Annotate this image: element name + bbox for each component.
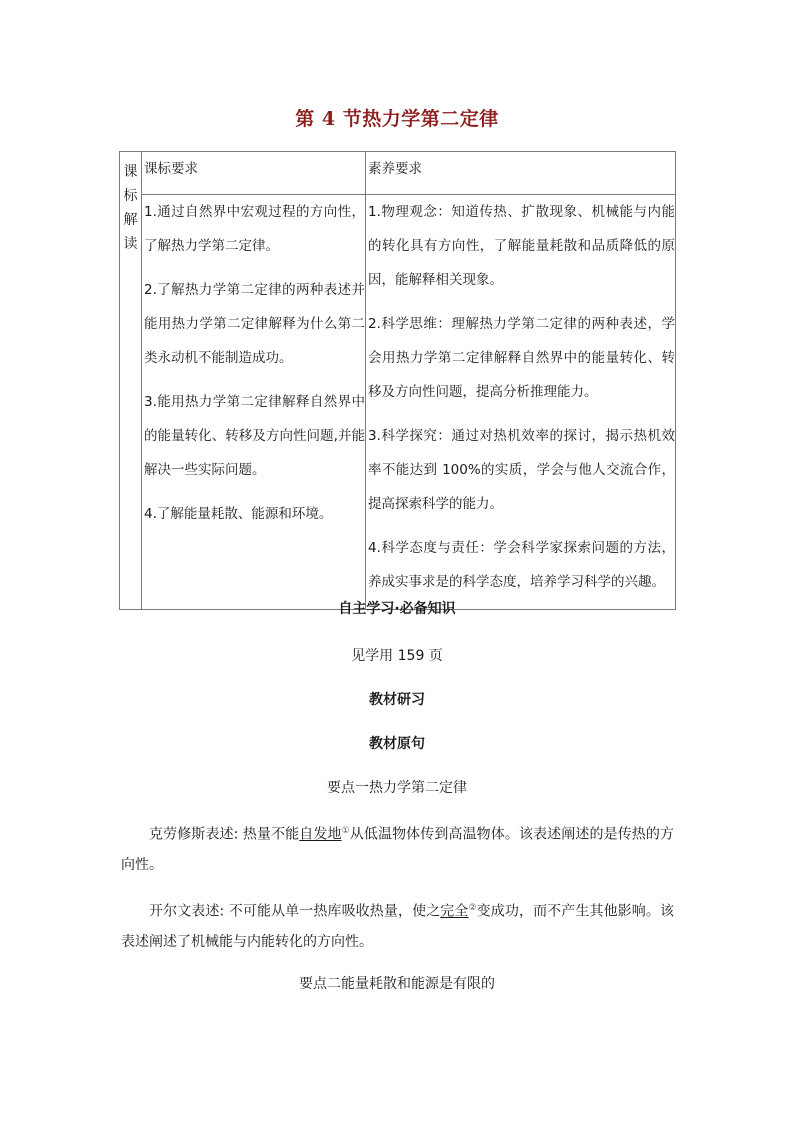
- list-item: 2.科学思维：理解热力学第二定律的两种表述，学会用热力学第二定律解释自然界中的能量转化、转移及方向性问题，提高分析推理能力。: [368, 316, 675, 400]
- literacy-requirements-cell: [366, 195, 676, 610]
- sub-heading-study: 教材研习: [369, 692, 425, 708]
- paragraph-clausius: 克劳修斯表述: 热量不能自发地①从低温物体传到高温物体。该表述阐述的是传热的方向性。: [121, 826, 674, 873]
- requirements-table: [119, 151, 676, 610]
- course-requirements-cell: [142, 195, 366, 610]
- point-heading-1: 要点一热力学第二定律: [327, 780, 467, 796]
- footnote-mark: ①: [341, 826, 350, 836]
- point-heading-2: 要点二能量耗散和能源是有限的: [299, 976, 495, 992]
- list-item: 4.科学态度与责任：学会科学家探索问题的方法，养成实事求是的科学态度，培养学习科学的兴趣。: [368, 540, 675, 590]
- section-heading: 自主学习·必备知识: [338, 601, 456, 617]
- page-reference: 见学用 159 页: [351, 648, 443, 664]
- list-item: 4.了解能量耗散、能源和环境。: [144, 506, 333, 522]
- sub-heading-original-text: 教材原句: [369, 736, 425, 752]
- footnote-mark: ②: [468, 903, 477, 913]
- paragraph-kelvin: 开尔文表述: 不可能从单一热库吸收热量，使之完全②变成功，而不产生其他影响。该表述阐述了机械能与内能转化的方向性。: [121, 903, 674, 950]
- list-item: 2.了解热力学第二定律的两种表述并能用热力学第二定律解释为什么第二类永动机不能制造成功。: [144, 282, 365, 366]
- underlined-term: 完全: [440, 903, 469, 920]
- side-label: 课 标 解 读: [120, 152, 142, 610]
- list-item: 3.能用热力学第二定律解释自然界中的能量转化、转移及方向性问题,并能解决一些实际问题。: [144, 394, 365, 478]
- header-course-requirements: 课标要求: [142, 152, 366, 195]
- list-item: 1.通过自然界中宏观过程的方向性，了解热力学第二定律。: [144, 204, 365, 254]
- list-item: 3.科学探究：通过对热机效率的探讨，揭示热机效率不能达到 100%的实质，学会与他人交流合作，提高探索科学的能力。: [368, 428, 675, 512]
- header-literacy-requirements: 素养要求: [366, 152, 676, 195]
- underlined-term: 自发地: [299, 826, 342, 843]
- page-title: 第 4 节热力学第二定律: [295, 108, 499, 130]
- list-item: 1.物理观念：知道传热、扩散现象、机械能与内能的转化具有方向性，了解能量耗散和品质降低的原因，能解释相关现象。: [368, 204, 675, 288]
